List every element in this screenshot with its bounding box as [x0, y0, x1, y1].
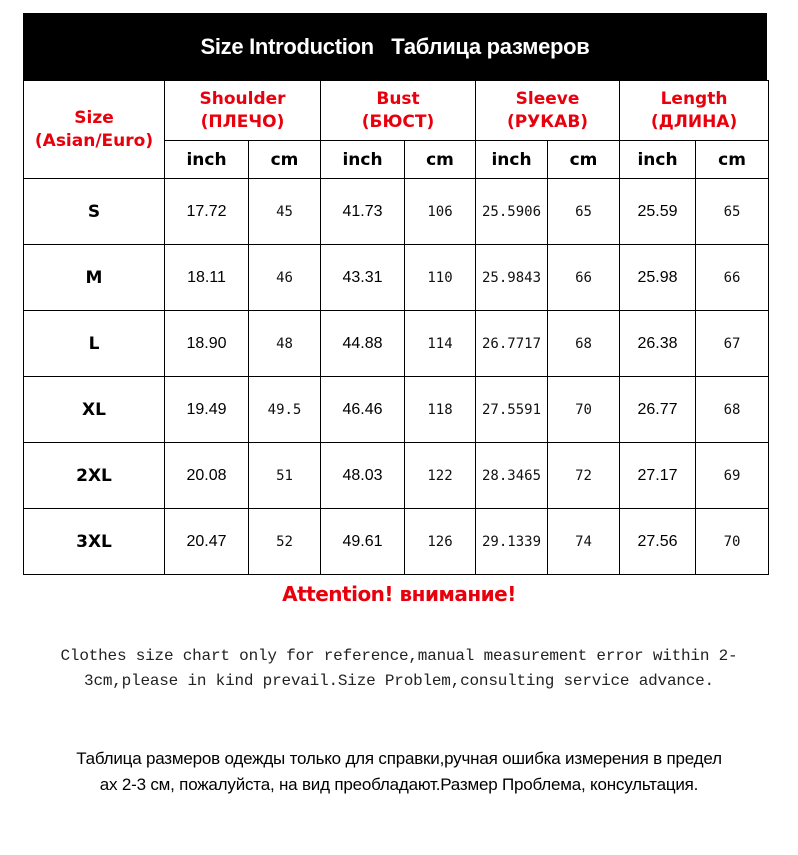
unit-header: inch: [476, 141, 548, 179]
length-inch-cell: 27.17: [620, 443, 696, 509]
sleeve-cm-cell: 65: [548, 179, 620, 245]
shoulder-inch-cell: 20.47: [165, 509, 249, 575]
length-cm-cell: 68: [696, 377, 769, 443]
sleeve-inch-cell: 28.3465: [476, 443, 548, 509]
bust-inch-cell: 41.73: [321, 179, 405, 245]
length-cm-cell: 70: [696, 509, 769, 575]
size-chart-banner: [23, 13, 767, 80]
sleeve-cm-cell: 72: [548, 443, 620, 509]
sleeve-cm-cell: 74: [548, 509, 620, 575]
length-inch-cell: 25.59: [620, 179, 696, 245]
shoulder-header: Shoulder (ПЛЕЧО): [165, 81, 321, 141]
attention-heading: Attention! внимание!: [282, 582, 516, 606]
length-header: Length (ДЛИНА): [620, 81, 769, 141]
size-table: [23, 80, 769, 575]
shoulder-inch-cell: 20.08: [165, 443, 249, 509]
length-cm-cell: 69: [696, 443, 769, 509]
size-cell: L: [24, 311, 165, 377]
table-row: [24, 245, 769, 311]
sleeve-inch-cell: 25.9843: [476, 245, 548, 311]
sleeve-cm-cell: 66: [548, 245, 620, 311]
note-russian: Таблица размеров одежды только для справки,ручная ошибка измерения в предел ах 2-3 см, пожалуйста, на вид преобладают.Размер Проблема, консультация.: [76, 749, 722, 794]
bust-cm-cell: 114: [405, 311, 476, 377]
sleeve-inch-cell: 27.5591: [476, 377, 548, 443]
bust-cm-cell: 122: [405, 443, 476, 509]
bust-inch-cell: 49.61: [321, 509, 405, 575]
shoulder-inch-cell: 18.11: [165, 245, 249, 311]
bust-inch-cell: 46.46: [321, 377, 405, 443]
bust-cm-cell: 110: [405, 245, 476, 311]
bust-inch-cell: 48.03: [321, 443, 405, 509]
banner-title-en: Size Introduction: [200, 33, 374, 59]
bust-cm-cell: 106: [405, 179, 476, 245]
table-row: [24, 377, 769, 443]
length-inch-cell: 27.56: [620, 509, 696, 575]
table-row: [24, 179, 769, 245]
bust-inch-cell: 44.88: [321, 311, 405, 377]
table-row: [24, 311, 769, 377]
unit-header: cm: [696, 141, 769, 179]
shoulder-inch-cell: 17.72: [165, 179, 249, 245]
unit-header: inch: [321, 141, 405, 179]
length-cm-cell: 67: [696, 311, 769, 377]
unit-header: inch: [620, 141, 696, 179]
length-cm-cell: 66: [696, 245, 769, 311]
sleeve-inch-cell: 29.1339: [476, 509, 548, 575]
note-english: Clothes size chart only for reference,manual measurement error within 2- 3cm,please in kind prevail.Size Problem,consulting service advance.: [60, 647, 738, 690]
group-header-row: [24, 81, 769, 141]
bust-cm-cell: 126: [405, 509, 476, 575]
unit-header: inch: [165, 141, 249, 179]
shoulder-inch-cell: 19.49: [165, 377, 249, 443]
shoulder-cm-cell: 52: [249, 509, 321, 575]
table-row: [24, 443, 769, 509]
shoulder-cm-cell: 48: [249, 311, 321, 377]
sleeve-cm-cell: 68: [548, 311, 620, 377]
sleeve-cm-cell: 70: [548, 377, 620, 443]
sleeve-header: Sleeve (РУКАВ): [476, 81, 620, 141]
table-row: [24, 509, 769, 575]
shoulder-cm-cell: 51: [249, 443, 321, 509]
sleeve-inch-cell: 26.7717: [476, 311, 548, 377]
shoulder-cm-cell: 49.5: [249, 377, 321, 443]
shoulder-inch-cell: 18.90: [165, 311, 249, 377]
size-cell: M: [24, 245, 165, 311]
bust-cm-cell: 118: [405, 377, 476, 443]
shoulder-cm-cell: 45: [249, 179, 321, 245]
unit-header: cm: [548, 141, 620, 179]
length-inch-cell: 26.38: [620, 311, 696, 377]
bust-header: Bust (БЮСТ): [321, 81, 476, 141]
sleeve-inch-cell: 25.5906: [476, 179, 548, 245]
size-cell: XL: [24, 377, 165, 443]
length-cm-cell: 65: [696, 179, 769, 245]
size-cell: 2XL: [24, 443, 165, 509]
shoulder-cm-cell: 46: [249, 245, 321, 311]
length-inch-cell: 26.77: [620, 377, 696, 443]
banner-title-ru: Таблица размеров: [391, 33, 590, 59]
length-inch-cell: 25.98: [620, 245, 696, 311]
unit-header: cm: [249, 141, 321, 179]
size-cell: S: [24, 179, 165, 245]
size-cell: 3XL: [24, 509, 165, 575]
size-column-header: Size (Asian/Euro): [24, 81, 165, 179]
bust-inch-cell: 43.31: [321, 245, 405, 311]
unit-header: cm: [405, 141, 476, 179]
